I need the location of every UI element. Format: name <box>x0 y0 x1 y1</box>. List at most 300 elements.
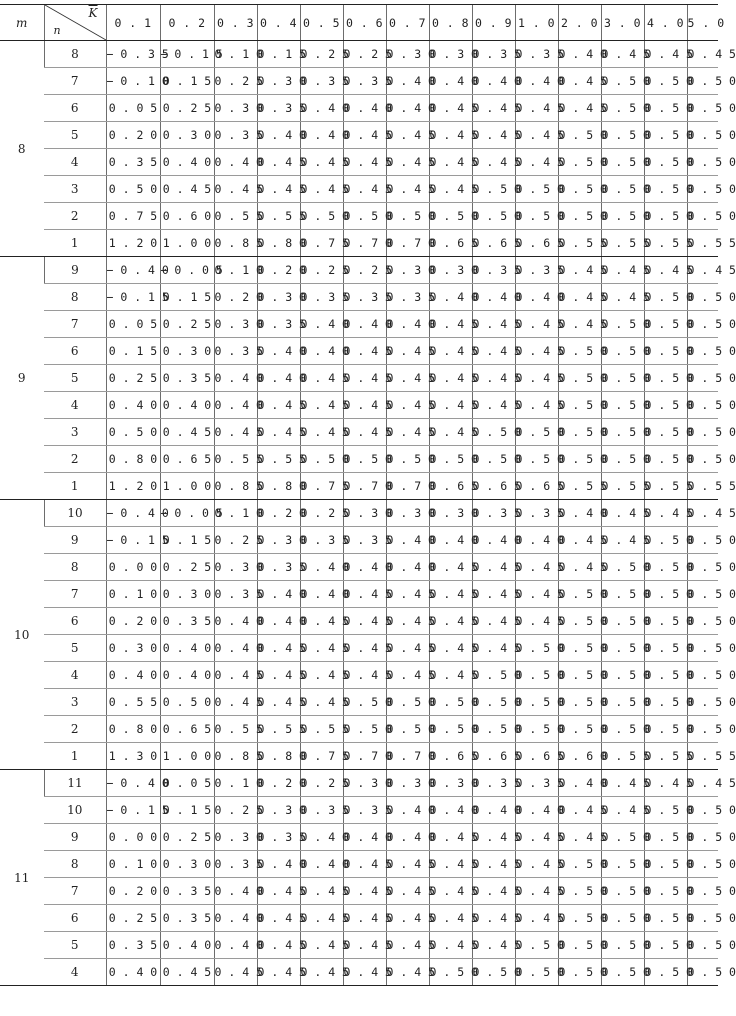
value-cell: 0 . 4 5 <box>160 419 214 446</box>
value-cell: 0 . 4 0 <box>257 122 300 149</box>
value-cell: 0 . 2 5 <box>160 554 214 581</box>
table-row <box>0 932 718 959</box>
value-cell: 0 . 4 5 <box>214 419 257 446</box>
value-cell: 0 . 4 5 <box>472 932 515 959</box>
n-cell: 7 <box>44 68 106 95</box>
value-cell: 0 . 4 5 <box>343 392 386 419</box>
value-cell: 0 . 5 0 <box>515 446 558 473</box>
value-cell: 0 . 5 0 <box>644 95 687 122</box>
n-cell: 5 <box>44 932 106 959</box>
value-cell: 0 . 5 0 <box>429 203 472 230</box>
value-cell: 0 . 4 0 <box>160 149 214 176</box>
value-cell: 0 . 5 0 <box>558 608 601 635</box>
value-cell: 0 . 5 0 <box>558 419 601 446</box>
value-cell: 0 . 5 0 <box>687 365 718 392</box>
value-cell: 0 . 5 0 <box>386 716 429 743</box>
table-row <box>0 743 718 770</box>
value-cell: 0 . 2 5 <box>214 68 257 95</box>
value-cell: 1 . 3 0 <box>106 743 160 770</box>
value-cell: 0 . 5 0 <box>601 959 644 986</box>
value-cell: 0 . 5 0 <box>601 68 644 95</box>
k-axis-label: $\overline{K}$ <box>88 6 98 20</box>
n-cell: 3 <box>44 419 106 446</box>
value-cell: 0 . 5 0 <box>687 203 718 230</box>
value-cell: 0 . 5 0 <box>515 959 558 986</box>
value-cell: 0 . 4 5 <box>343 851 386 878</box>
value-cell: 0 . 3 5 <box>300 68 343 95</box>
value-cell: 0 . 4 5 <box>386 338 429 365</box>
value-cell: 0 . 7 0 <box>386 743 429 770</box>
value-cell: 0 . 5 0 <box>558 446 601 473</box>
value-cell: 0 . 5 0 <box>160 689 214 716</box>
value-cell: 0 . 4 5 <box>300 932 343 959</box>
value-cell: 0 . 0 0 <box>106 554 160 581</box>
value-cell: 0 . 5 0 <box>601 122 644 149</box>
value-cell: 0 . 3 5 <box>472 257 515 284</box>
value-cell: 0 . 5 0 <box>558 878 601 905</box>
value-cell: 0 . 4 5 <box>214 959 257 986</box>
value-cell: 0 . 3 5 <box>300 284 343 311</box>
value-cell: 0 . 5 0 <box>515 716 558 743</box>
value-cell: 0 . 6 5 <box>429 230 472 257</box>
value-cell: 0 . 4 5 <box>429 176 472 203</box>
value-cell: 0 . 4 5 <box>429 419 472 446</box>
value-cell: 0 . 5 0 <box>558 932 601 959</box>
value-cell: 0 . 3 5 <box>214 581 257 608</box>
value-cell: 0 . 4 5 <box>472 311 515 338</box>
value-cell: 0 . 5 0 <box>687 824 718 851</box>
value-cell: 0 . 4 0 <box>257 365 300 392</box>
value-cell: 0 . 4 5 <box>386 851 429 878</box>
value-cell: 0 . 6 0 <box>160 203 214 230</box>
value-cell: 0 . 5 0 <box>601 149 644 176</box>
value-cell: 0 . 3 5 <box>257 311 300 338</box>
value-cell: 0 . 4 0 <box>386 311 429 338</box>
value-cell: 0 . 4 5 <box>257 176 300 203</box>
table-body <box>0 41 736 986</box>
value-cell: 0 . 4 5 <box>515 365 558 392</box>
value-cell: 0 . 4 5 <box>386 581 429 608</box>
value-cell: 0 . 4 5 <box>214 176 257 203</box>
value-cell: 0 . 4 0 <box>257 851 300 878</box>
value-cell: 0 . 8 0 <box>257 743 300 770</box>
value-cell: 0 . 4 5 <box>558 797 601 824</box>
value-cell: 0 . 5 0 <box>601 338 644 365</box>
n-cell: 5 <box>44 365 106 392</box>
value-cell: 0 . 5 0 <box>644 122 687 149</box>
value-cell: 0 . 4 5 <box>343 365 386 392</box>
value-cell: 0 . 3 0 <box>429 41 472 68</box>
value-cell: 0 . 5 0 <box>687 311 718 338</box>
value-cell: 0 . 3 5 <box>214 122 257 149</box>
value-cell: 0 . 4 5 <box>472 392 515 419</box>
n-axis-label: n <box>53 24 61 37</box>
value-cell: 0 . 5 5 <box>601 473 644 500</box>
value-cell: 0 . 3 0 <box>106 635 160 662</box>
value-cell: 0 . 3 5 <box>160 608 214 635</box>
value-cell: 0 . 4 5 <box>558 257 601 284</box>
value-cell: − 0 . 1 0 <box>106 68 160 95</box>
value-cell: 0 . 5 0 <box>558 905 601 932</box>
k-column-header: 0 . 3 <box>214 5 257 41</box>
m-group-cell: 10 <box>0 500 44 770</box>
value-cell: 0 . 4 5 <box>515 392 558 419</box>
n-cell: 1 <box>44 230 106 257</box>
value-cell: 0 . 3 0 <box>257 68 300 95</box>
table-row <box>0 662 718 689</box>
value-cell: 0 . 3 0 <box>160 581 214 608</box>
value-cell: 0 . 3 5 <box>472 770 515 797</box>
value-cell: 0 . 4 5 <box>601 284 644 311</box>
value-cell: 0 . 4 5 <box>472 122 515 149</box>
value-cell: 0 . 5 0 <box>687 176 718 203</box>
value-cell: 0 . 5 0 <box>687 959 718 986</box>
value-cell: 0 . 2 5 <box>300 500 343 527</box>
value-cell: 0 . 4 0 <box>214 392 257 419</box>
value-cell: 0 . 5 0 <box>687 284 718 311</box>
value-cell: 0 . 4 5 <box>558 311 601 338</box>
value-cell: 0 . 2 5 <box>343 257 386 284</box>
value-cell: 0 . 1 0 <box>214 41 257 68</box>
value-cell: 0 . 5 0 <box>558 662 601 689</box>
value-cell: 0 . 4 5 <box>343 122 386 149</box>
value-cell: 0 . 4 0 <box>300 95 343 122</box>
table-row <box>0 473 718 500</box>
value-cell: 0 . 5 0 <box>644 581 687 608</box>
value-cell: 0 . 5 0 <box>687 554 718 581</box>
table-row <box>0 959 718 986</box>
value-cell: 0 . 4 5 <box>429 365 472 392</box>
n-cell: 8 <box>44 284 106 311</box>
value-cell: 0 . 4 5 <box>300 905 343 932</box>
value-cell: 0 . 5 0 <box>687 527 718 554</box>
value-cell: 0 . 3 0 <box>214 95 257 122</box>
value-cell: 0 . 5 0 <box>558 122 601 149</box>
value-cell: 0 . 4 5 <box>515 851 558 878</box>
value-cell: 0 . 7 0 <box>343 743 386 770</box>
value-cell: 0 . 4 0 <box>214 932 257 959</box>
value-cell: 0 . 4 5 <box>515 122 558 149</box>
value-cell: 0 . 2 5 <box>300 41 343 68</box>
value-cell: 0 . 5 0 <box>601 689 644 716</box>
table-row <box>0 311 718 338</box>
value-cell: 0 . 4 0 <box>214 149 257 176</box>
value-cell: 0 . 4 0 <box>257 581 300 608</box>
value-cell: 0 . 5 0 <box>644 608 687 635</box>
value-cell: 0 . 5 0 <box>687 68 718 95</box>
value-cell: 0 . 4 5 <box>644 770 687 797</box>
value-cell: 0 . 8 0 <box>257 473 300 500</box>
header-row <box>0 5 718 41</box>
value-cell: 1 . 0 0 <box>160 230 214 257</box>
value-cell: 0 . 4 5 <box>343 959 386 986</box>
n-cell: 9 <box>44 824 106 851</box>
value-cell: 0 . 4 0 <box>515 527 558 554</box>
n-cell: 4 <box>44 662 106 689</box>
table-row <box>0 392 718 419</box>
value-cell: 0 . 5 0 <box>644 905 687 932</box>
value-cell: 0 . 3 5 <box>300 797 343 824</box>
value-cell: 0 . 5 5 <box>601 230 644 257</box>
value-cell: 0 . 4 5 <box>214 689 257 716</box>
table-row <box>0 419 718 446</box>
value-cell: 0 . 4 5 <box>601 527 644 554</box>
value-cell: 0 . 1 5 <box>160 68 214 95</box>
value-cell: 0 . 3 0 <box>214 824 257 851</box>
value-cell: 0 . 5 5 <box>644 230 687 257</box>
k-column-header: 0 . 8 <box>429 5 472 41</box>
value-cell: 0 . 6 5 <box>160 446 214 473</box>
n-cell: 10 <box>44 500 106 527</box>
value-cell: 0 . 1 5 <box>160 527 214 554</box>
value-cell: 0 . 5 5 <box>214 716 257 743</box>
table-row <box>0 446 718 473</box>
value-cell: 0 . 4 5 <box>300 149 343 176</box>
value-cell: 0 . 5 5 <box>687 230 718 257</box>
k-column-header: 0 . 9 <box>472 5 515 41</box>
n-cell: 11 <box>44 770 106 797</box>
value-cell: 0 . 4 0 <box>558 500 601 527</box>
value-cell: 0 . 4 5 <box>386 149 429 176</box>
k-column-header: 0 . 6 <box>343 5 386 41</box>
value-cell: 0 . 0 0 <box>106 824 160 851</box>
value-cell: 0 . 2 5 <box>106 905 160 932</box>
value-cell: 0 . 4 0 <box>429 68 472 95</box>
value-cell: 0 . 4 0 <box>558 770 601 797</box>
value-cell: 0 . 4 0 <box>214 365 257 392</box>
value-cell: 0 . 4 5 <box>515 554 558 581</box>
value-cell: 0 . 4 5 <box>515 338 558 365</box>
k-column-header: 3 . 0 <box>601 5 644 41</box>
value-cell: 0 . 5 0 <box>644 365 687 392</box>
value-cell: 0 . 4 5 <box>429 149 472 176</box>
table-row <box>0 797 718 824</box>
table-row <box>0 68 718 95</box>
value-cell: 0 . 4 5 <box>257 932 300 959</box>
value-cell: 0 . 4 5 <box>386 419 429 446</box>
value-cell: 0 . 4 5 <box>472 851 515 878</box>
value-cell: 0 . 4 5 <box>644 257 687 284</box>
value-cell: 0 . 4 5 <box>343 338 386 365</box>
value-cell: 0 . 5 0 <box>386 689 429 716</box>
value-cell: 0 . 2 5 <box>106 365 160 392</box>
table-row <box>0 554 718 581</box>
value-cell: 0 . 6 5 <box>429 473 472 500</box>
n-cell: 9 <box>44 257 106 284</box>
n-cell: 8 <box>44 41 106 68</box>
table-row <box>0 95 718 122</box>
value-cell: 0 . 5 0 <box>515 419 558 446</box>
value-cell: 0 . 1 5 <box>257 41 300 68</box>
value-cell: 0 . 4 0 <box>160 932 214 959</box>
value-cell: 0 . 5 0 <box>472 446 515 473</box>
table-row <box>0 635 718 662</box>
value-cell: 0 . 3 0 <box>429 770 472 797</box>
value-cell: 0 . 5 0 <box>601 392 644 419</box>
value-cell: 0 . 4 0 <box>343 311 386 338</box>
value-cell: 0 . 4 0 <box>386 797 429 824</box>
value-cell: 0 . 5 0 <box>601 824 644 851</box>
value-cell: 0 . 4 0 <box>300 851 343 878</box>
value-cell: 0 . 5 0 <box>687 392 718 419</box>
value-cell: 0 . 5 0 <box>515 662 558 689</box>
value-cell: 0 . 4 0 <box>300 122 343 149</box>
value-cell: 0 . 5 0 <box>644 959 687 986</box>
value-cell: 0 . 5 0 <box>515 932 558 959</box>
k-column-header: 0 . 2 <box>160 5 214 41</box>
value-cell: 0 . 4 0 <box>515 68 558 95</box>
value-cell: 0 . 4 5 <box>558 824 601 851</box>
value-cell: 0 . 3 5 <box>257 824 300 851</box>
value-cell: 0 . 5 0 <box>515 689 558 716</box>
value-cell: 0 . 5 0 <box>558 851 601 878</box>
value-cell: 0 . 5 0 <box>644 419 687 446</box>
value-cell: 0 . 3 0 <box>160 338 214 365</box>
value-cell: 0 . 3 5 <box>515 41 558 68</box>
value-cell: 0 . 4 5 <box>558 68 601 95</box>
value-cell: 0 . 5 5 <box>214 446 257 473</box>
value-cell: 0 . 4 5 <box>472 581 515 608</box>
value-cell: 0 . 3 5 <box>515 500 558 527</box>
value-cell: 0 . 4 0 <box>214 635 257 662</box>
value-cell: 0 . 1 0 <box>106 851 160 878</box>
value-cell: 0 . 7 0 <box>343 230 386 257</box>
value-cell: 0 . 4 5 <box>343 635 386 662</box>
value-cell: 0 . 4 5 <box>300 689 343 716</box>
value-cell: 0 . 3 5 <box>106 149 160 176</box>
table-row <box>0 41 718 68</box>
n-cell: 4 <box>44 392 106 419</box>
value-cell: 0 . 5 5 <box>214 203 257 230</box>
value-cell: 0 . 4 5 <box>343 932 386 959</box>
value-cell: 0 . 3 5 <box>472 41 515 68</box>
k-column-header: 0 . 5 <box>300 5 343 41</box>
table-row <box>0 689 718 716</box>
value-cell: 0 . 1 0 <box>214 500 257 527</box>
value-cell: 0 . 5 0 <box>687 608 718 635</box>
value-cell: 0 . 2 0 <box>106 122 160 149</box>
value-cell: 1 . 2 0 <box>106 473 160 500</box>
value-cell: 0 . 4 5 <box>644 41 687 68</box>
value-cell: 0 . 5 0 <box>601 419 644 446</box>
value-cell: 0 . 4 5 <box>601 797 644 824</box>
n-cell: 7 <box>44 311 106 338</box>
n-cell: 5 <box>44 122 106 149</box>
value-cell: 0 . 2 0 <box>257 770 300 797</box>
value-cell: 0 . 2 5 <box>214 797 257 824</box>
value-cell: 0 . 4 5 <box>429 554 472 581</box>
value-cell: 0 . 7 5 <box>300 473 343 500</box>
value-cell: 0 . 5 0 <box>644 68 687 95</box>
table-row <box>0 284 718 311</box>
value-cell: 0 . 4 0 <box>214 878 257 905</box>
table-row <box>0 176 718 203</box>
n-cell: 1 <box>44 743 106 770</box>
value-cell: 0 . 5 0 <box>558 176 601 203</box>
value-cell: 0 . 3 5 <box>343 527 386 554</box>
value-cell: 0 . 5 0 <box>687 446 718 473</box>
k-column-header: 4 . 0 <box>644 5 687 41</box>
value-cell: 0 . 4 5 <box>343 419 386 446</box>
value-cell: 0 . 3 0 <box>214 554 257 581</box>
value-cell: 0 . 5 0 <box>472 662 515 689</box>
value-cell: 0 . 5 0 <box>300 203 343 230</box>
value-cell: 0 . 5 0 <box>343 689 386 716</box>
value-cell: 0 . 4 5 <box>386 122 429 149</box>
value-cell: 0 . 5 0 <box>644 554 687 581</box>
value-cell: 0 . 5 0 <box>601 905 644 932</box>
value-cell: 0 . 2 5 <box>160 311 214 338</box>
value-cell: 1 . 0 0 <box>160 473 214 500</box>
value-cell: 0 . 5 5 <box>601 743 644 770</box>
table-row <box>0 878 718 905</box>
m-group-cell: 11 <box>0 770 44 986</box>
value-cell: 0 . 4 5 <box>214 662 257 689</box>
value-cell: 0 . 5 0 <box>687 932 718 959</box>
value-cell: 0 . 5 0 <box>386 203 429 230</box>
value-cell: 0 . 3 0 <box>386 257 429 284</box>
value-cell: 0 . 2 5 <box>160 95 214 122</box>
value-cell: 0 . 0 5 <box>160 770 214 797</box>
value-cell: 0 . 7 0 <box>386 473 429 500</box>
value-cell: 0 . 6 5 <box>472 743 515 770</box>
n-cell: 6 <box>44 338 106 365</box>
value-cell: 0 . 4 5 <box>429 608 472 635</box>
value-cell: 0 . 3 0 <box>343 500 386 527</box>
n-cell: 9 <box>44 527 106 554</box>
value-cell: − 0 . 1 5 <box>106 797 160 824</box>
value-cell: 0 . 3 0 <box>257 527 300 554</box>
value-cell: 0 . 5 0 <box>601 878 644 905</box>
value-cell: 0 . 4 5 <box>429 851 472 878</box>
value-cell: 0 . 5 0 <box>687 338 718 365</box>
value-cell: 0 . 5 0 <box>601 851 644 878</box>
value-cell: 0 . 4 5 <box>386 608 429 635</box>
value-cell: 0 . 4 5 <box>257 419 300 446</box>
value-cell: 0 . 5 0 <box>472 419 515 446</box>
value-cell: 0 . 5 0 <box>515 635 558 662</box>
value-cell: 0 . 3 0 <box>257 797 300 824</box>
value-cell: 0 . 5 0 <box>472 176 515 203</box>
value-cell: 0 . 3 5 <box>472 500 515 527</box>
value-cell: 0 . 5 0 <box>472 959 515 986</box>
value-cell: 0 . 5 0 <box>644 311 687 338</box>
value-cell: − 0 . 4 0 <box>106 500 160 527</box>
value-cell: 0 . 5 0 <box>687 851 718 878</box>
value-cell: 0 . 6 5 <box>515 230 558 257</box>
value-cell: 0 . 5 0 <box>601 581 644 608</box>
value-cell: 0 . 5 0 <box>601 608 644 635</box>
value-cell: − 0 . 1 5 <box>106 284 160 311</box>
value-cell: 0 . 4 0 <box>343 824 386 851</box>
value-cell: 0 . 4 0 <box>472 527 515 554</box>
value-cell: 0 . 0 5 <box>106 95 160 122</box>
value-cell: 0 . 5 0 <box>644 176 687 203</box>
value-cell: 0 . 3 5 <box>343 68 386 95</box>
value-cell: 0 . 5 5 <box>558 230 601 257</box>
value-cell: 0 . 5 0 <box>558 635 601 662</box>
value-cell: 0 . 5 0 <box>644 689 687 716</box>
value-cell: 0 . 2 0 <box>106 608 160 635</box>
value-cell: 0 . 2 5 <box>300 770 343 797</box>
value-cell: 0 . 4 5 <box>515 311 558 338</box>
value-cell: 0 . 6 5 <box>515 473 558 500</box>
value-cell: 0 . 5 0 <box>386 446 429 473</box>
n-cell: 5 <box>44 635 106 662</box>
value-cell: 1 . 0 0 <box>160 743 214 770</box>
value-cell: 1 . 2 0 <box>106 230 160 257</box>
value-cell: 0 . 2 0 <box>106 878 160 905</box>
